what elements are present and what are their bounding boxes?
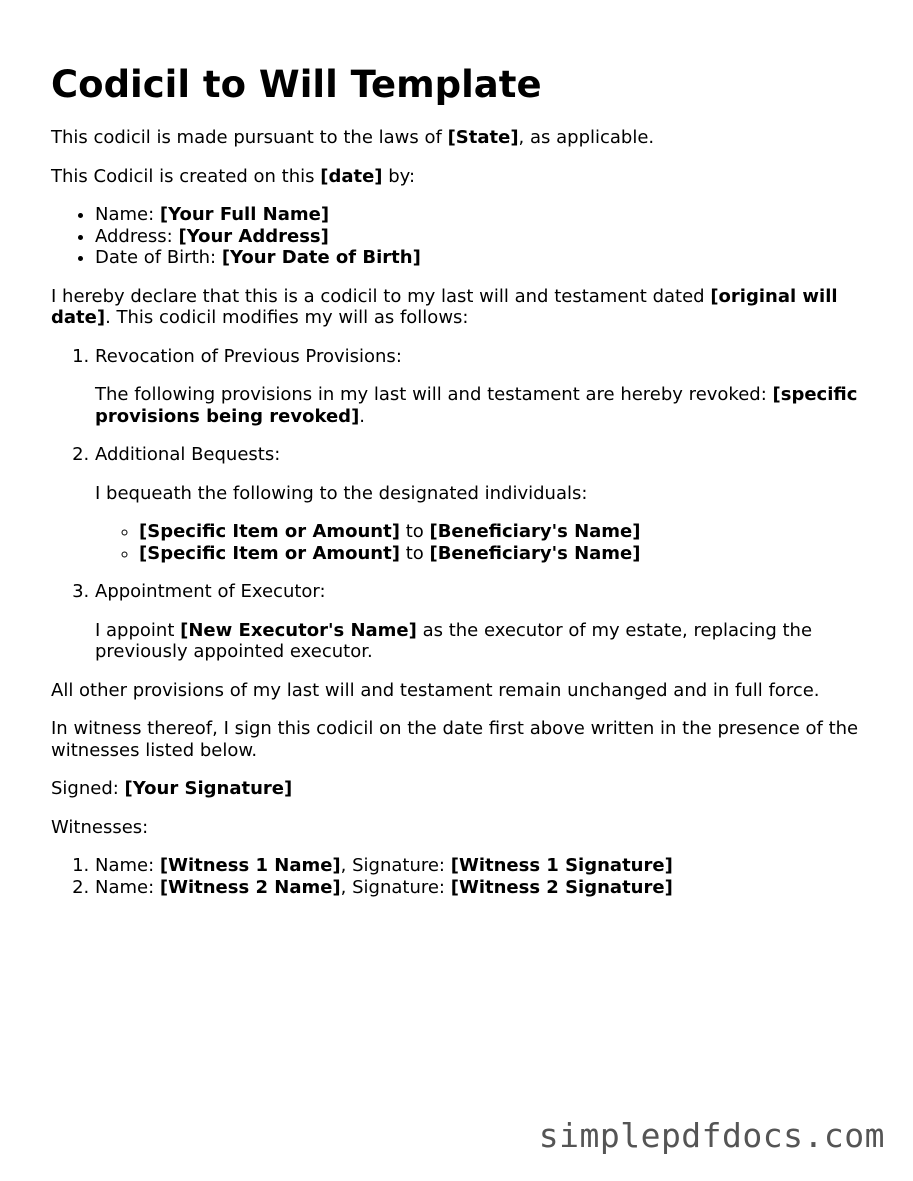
revocation-heading: 1. Revocation of Previous Provisions: xyxy=(95,345,402,367)
witness-name-label: Name: xyxy=(95,855,160,876)
bequest-item-placeholder: [Specific Item or Amount] xyxy=(139,542,400,564)
witness-name-label: Name: xyxy=(95,876,160,898)
witness-signature-placeholder: [Witness 1 Signature] xyxy=(450,855,673,876)
testator-details-list xyxy=(51,204,861,269)
witness-signature-label: , Signature: xyxy=(340,855,451,876)
testator-name-value: [Your Full Name] xyxy=(159,204,330,225)
witness-name-placeholder: [Witness 2 Name] xyxy=(159,876,341,898)
unchanged-paragraph: All other provisions of my last will and testament remain unchanged and in full force. xyxy=(51,679,820,701)
witness-signature-label: , Signature: xyxy=(340,876,451,898)
bequest-item-placeholder: [Specific Item or Amount] xyxy=(139,521,400,542)
date-placeholder: [date] xyxy=(320,165,383,187)
list-item xyxy=(95,204,861,226)
executor-prefix: I appoint xyxy=(95,619,181,641)
witnesses-list xyxy=(51,855,861,898)
witness-item xyxy=(95,877,861,899)
bequest-item xyxy=(139,543,861,565)
bequest-joiner: to xyxy=(399,542,430,564)
executor-text xyxy=(95,620,861,663)
testator-address-value: [Your Address] xyxy=(178,225,329,247)
laws-paragraph xyxy=(51,127,861,149)
bequests-heading: 2. Additional Bequests: xyxy=(95,444,281,465)
declaration-paragraph xyxy=(51,286,861,329)
revoked-provisions-placeholder: [specific provisions being revoked] xyxy=(95,384,858,427)
laws-suffix: , as applicable. xyxy=(518,127,655,148)
beneficiary-placeholder: [Beneficiary's Name] xyxy=(429,521,641,542)
testator-dob-value: [Your Date of Birth] xyxy=(221,247,421,268)
list-item xyxy=(95,226,861,248)
bequests-text: I bequeath the following to the designated individuals: xyxy=(95,482,588,504)
revocation-text xyxy=(95,384,861,427)
original-will-date-placeholder: [original will date] xyxy=(51,285,838,328)
state-placeholder: [State] xyxy=(447,127,519,148)
document-page xyxy=(51,62,861,898)
section-bequests xyxy=(95,444,861,564)
modifications-list xyxy=(51,346,861,663)
signed-label: Signed: xyxy=(51,778,125,799)
witness-item xyxy=(95,855,861,877)
executor-suffix: as the executor of my estate, replacing the previously appointed executor. xyxy=(95,619,813,662)
witness-signature-placeholder: [Witness 2 Signature] xyxy=(450,876,673,898)
witness-name-placeholder: [Witness 1 Name] xyxy=(159,855,341,876)
page-title: Codicil to Will Template xyxy=(51,63,542,106)
signature-placeholder: [Your Signature] xyxy=(124,778,293,799)
revocation-prefix: The following provisions in my last will and testament are hereby revoked: xyxy=(95,384,773,405)
declaration-prefix: I hereby declare that this is a codicil to my last will and testament dated xyxy=(51,285,711,307)
section-revocation xyxy=(95,346,861,428)
testator-address-label: Address: xyxy=(95,225,179,247)
executor-name-placeholder: [New Executor's Name] xyxy=(180,619,417,641)
testator-name-label: Name: xyxy=(95,204,160,225)
beneficiary-placeholder: [Beneficiary's Name] xyxy=(429,542,641,564)
revocation-suffix: . xyxy=(359,405,366,427)
declaration-suffix: . This codicil modifies my will as follows: xyxy=(105,307,469,328)
list-item xyxy=(95,247,861,269)
signed-line xyxy=(51,778,861,800)
testator-dob-label: Date of Birth: xyxy=(95,247,222,268)
bequest-joiner: to xyxy=(399,521,430,542)
section-executor xyxy=(95,581,861,663)
created-suffix: by: xyxy=(382,165,416,187)
witnesses-label: Witnesses: xyxy=(51,816,149,838)
executor-heading: 3. Appointment of Executor: xyxy=(95,581,326,602)
site-watermark: simplepdfdocs.com xyxy=(538,1116,885,1155)
bequests-list xyxy=(95,521,861,564)
bequest-item xyxy=(139,521,861,543)
created-prefix: This Codicil is created on this xyxy=(51,165,321,187)
laws-prefix: This codicil is made pursuant to the laws of xyxy=(51,127,448,148)
witness-statement: In witness thereof, I sign this codicil on the date first above written in the presence of the witnesses listed below. xyxy=(51,718,859,761)
created-paragraph xyxy=(51,166,861,188)
